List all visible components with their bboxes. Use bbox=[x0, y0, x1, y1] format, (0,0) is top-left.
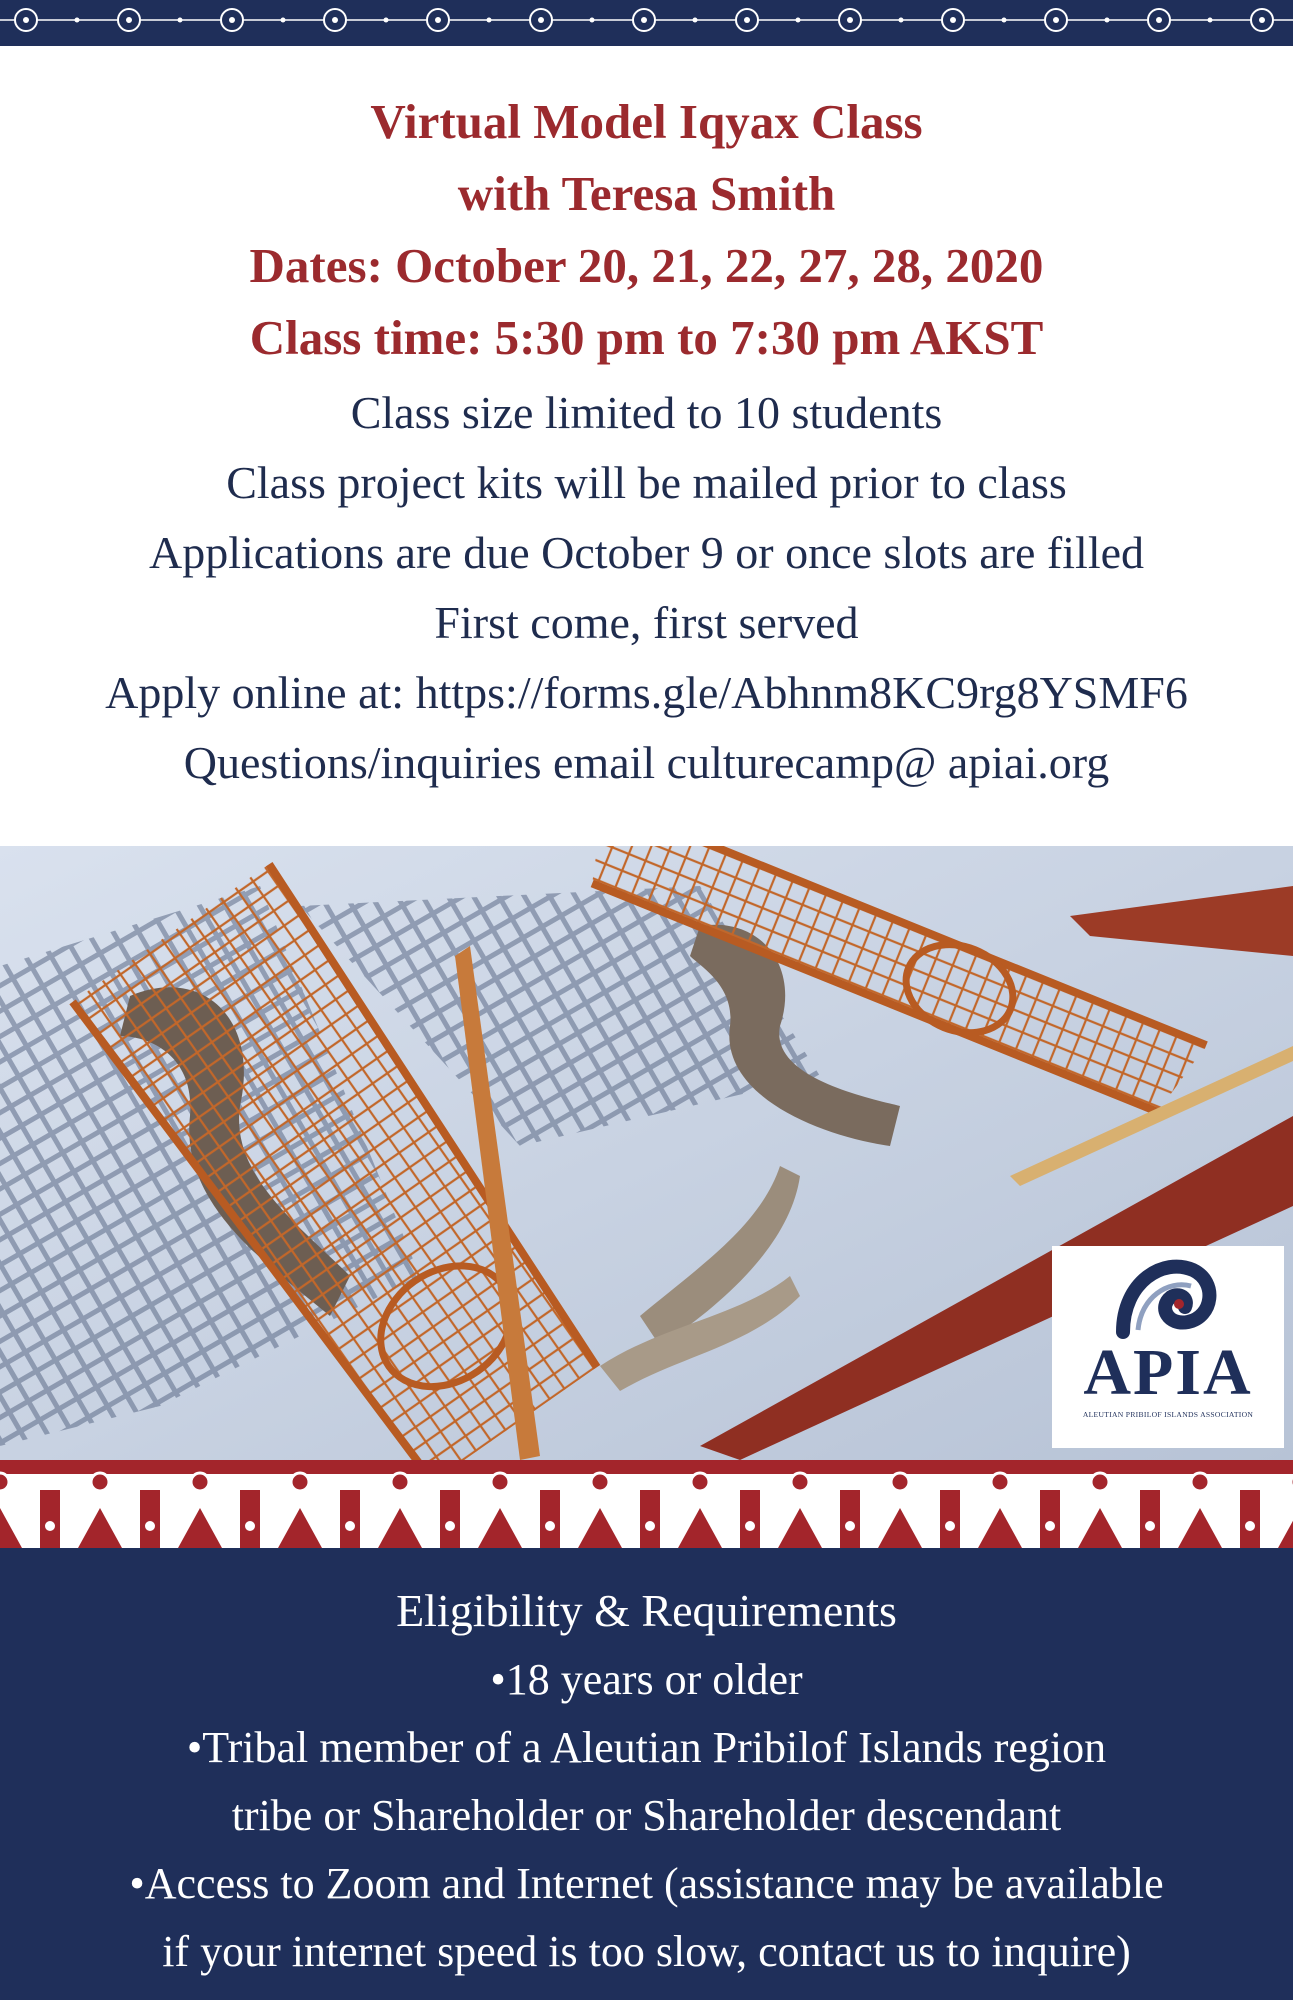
band-dot-icon bbox=[245, 1521, 255, 1531]
chain-link-dot-icon bbox=[693, 18, 698, 23]
band-ring-icon bbox=[0, 1473, 9, 1491]
band-ring-icon bbox=[891, 1473, 909, 1491]
chain-dot-icon bbox=[641, 17, 647, 23]
requirement-age: •18 years or older bbox=[490, 1655, 803, 1704]
chain-dot-icon bbox=[1053, 17, 1059, 23]
requirement-tribal-member: •Tribal member of a Aleutian Pribilof Islands region bbox=[186, 1723, 1107, 1772]
instructor-line: with Teresa Smith bbox=[457, 166, 836, 221]
band-ring-icon bbox=[491, 1473, 509, 1491]
band-dot-icon bbox=[445, 1521, 455, 1531]
band-ring-icon bbox=[691, 1473, 709, 1491]
chain-link-dot-icon bbox=[487, 18, 492, 23]
band-ring-icon bbox=[91, 1473, 109, 1491]
band-ring-icon bbox=[591, 1473, 609, 1491]
band-dot-icon bbox=[345, 1521, 355, 1531]
apia-logo-text: APIA bbox=[1083, 1336, 1253, 1409]
chain-link-dot-icon bbox=[281, 18, 286, 23]
chain-dot-icon bbox=[229, 17, 235, 23]
chain-dot-icon bbox=[332, 17, 338, 23]
band-dot-icon bbox=[845, 1521, 855, 1531]
class-title-block bbox=[0, 46, 1293, 374]
decorative-red-band bbox=[0, 1460, 1293, 1548]
requirement-tribal-member-cont: tribe or Shareholder or Shareholder descendant bbox=[231, 1791, 1062, 1840]
first-come-line: First come, first served bbox=[434, 597, 859, 648]
class-details-block bbox=[0, 378, 1293, 798]
band-dot-icon bbox=[1145, 1521, 1155, 1531]
class-title: Virtual Model Iqyax Class bbox=[370, 94, 923, 149]
chain-dot-icon bbox=[950, 17, 956, 23]
eligibility-heading: Eligibility & Requirements bbox=[396, 1585, 897, 1636]
chain-link-dot-icon bbox=[796, 18, 801, 23]
kits-line: Class project kits will be mailed prior to class bbox=[226, 457, 1067, 508]
chain-dot-icon bbox=[847, 17, 853, 23]
apia-logo-subtitle: ALEUTIAN PRIBILOF ISLANDS ASSOCIATION bbox=[1082, 1410, 1254, 1419]
chain-dot-icon bbox=[23, 17, 29, 23]
band-ring-icon bbox=[191, 1473, 209, 1491]
chain-link-dot-icon bbox=[590, 18, 595, 23]
class-size-line: Class size limited to 10 students bbox=[350, 387, 943, 438]
deadline-line: Applications are due October 9 or once slots are filled bbox=[148, 527, 1145, 578]
band-dot-icon bbox=[645, 1521, 655, 1531]
band-ring-icon bbox=[291, 1473, 309, 1491]
chain-dot-icon bbox=[126, 17, 132, 23]
apply-online-link[interactable]: Apply online at: https://forms.gle/Abhnm8KC9rg8YSMF6 bbox=[105, 667, 1188, 718]
band-ring-icon bbox=[991, 1473, 1009, 1491]
chain-dot-icon bbox=[744, 17, 750, 23]
band-dot-icon bbox=[1045, 1521, 1055, 1531]
top-decorative-border bbox=[0, 0, 1293, 46]
band-ring-icon bbox=[391, 1473, 409, 1491]
contact-email-line[interactable]: Questions/inquiries email culturecamp@ apiai.org bbox=[183, 737, 1110, 788]
kayak-models-photo bbox=[0, 846, 1293, 1460]
chain-link-dot-icon bbox=[1002, 18, 1007, 23]
red-scallop-pattern bbox=[0, 1460, 1293, 1548]
band-ring-icon bbox=[791, 1473, 809, 1491]
requirement-zoom: •Access to Zoom and Internet (assistance may be available bbox=[129, 1859, 1164, 1908]
chain-link-dot-icon bbox=[899, 18, 904, 23]
band-ring-icon bbox=[1191, 1473, 1209, 1491]
class-info-header bbox=[0, 46, 1293, 846]
chain-dot-icon bbox=[1259, 17, 1265, 23]
chain-link-dot-icon bbox=[75, 18, 80, 23]
requirement-zoom-cont: if your internet speed is too slow, contact us to inquire) bbox=[162, 1927, 1131, 1976]
eligibility-section bbox=[0, 1548, 1293, 2000]
chain-link-dot-icon bbox=[1208, 18, 1213, 23]
band-dot-icon bbox=[545, 1521, 555, 1531]
chain-dot-icon bbox=[538, 17, 544, 23]
wave-swirl-icon bbox=[1113, 1252, 1223, 1342]
class-time: Class time: 5:30 pm to 7:30 pm AKST bbox=[249, 310, 1044, 365]
chain-link-dot-icon bbox=[1105, 18, 1110, 23]
band-dot-icon bbox=[945, 1521, 955, 1531]
chain-dot-icon bbox=[435, 17, 441, 23]
band-dot-icon bbox=[45, 1521, 55, 1531]
apia-logo bbox=[1052, 1246, 1284, 1448]
circle-chain-pattern bbox=[0, 0, 1293, 46]
chain-dot-icon bbox=[1156, 17, 1162, 23]
band-dot-icon bbox=[1245, 1521, 1255, 1531]
chain-link-dot-icon bbox=[178, 18, 183, 23]
band-dot-icon bbox=[745, 1521, 755, 1531]
class-dates: Dates: October 20, 21, 22, 27, 28, 2020 bbox=[249, 238, 1044, 293]
band-dot-icon bbox=[145, 1521, 155, 1531]
band-ring-icon bbox=[1091, 1473, 1109, 1491]
chain-link-dot-icon bbox=[384, 18, 389, 23]
